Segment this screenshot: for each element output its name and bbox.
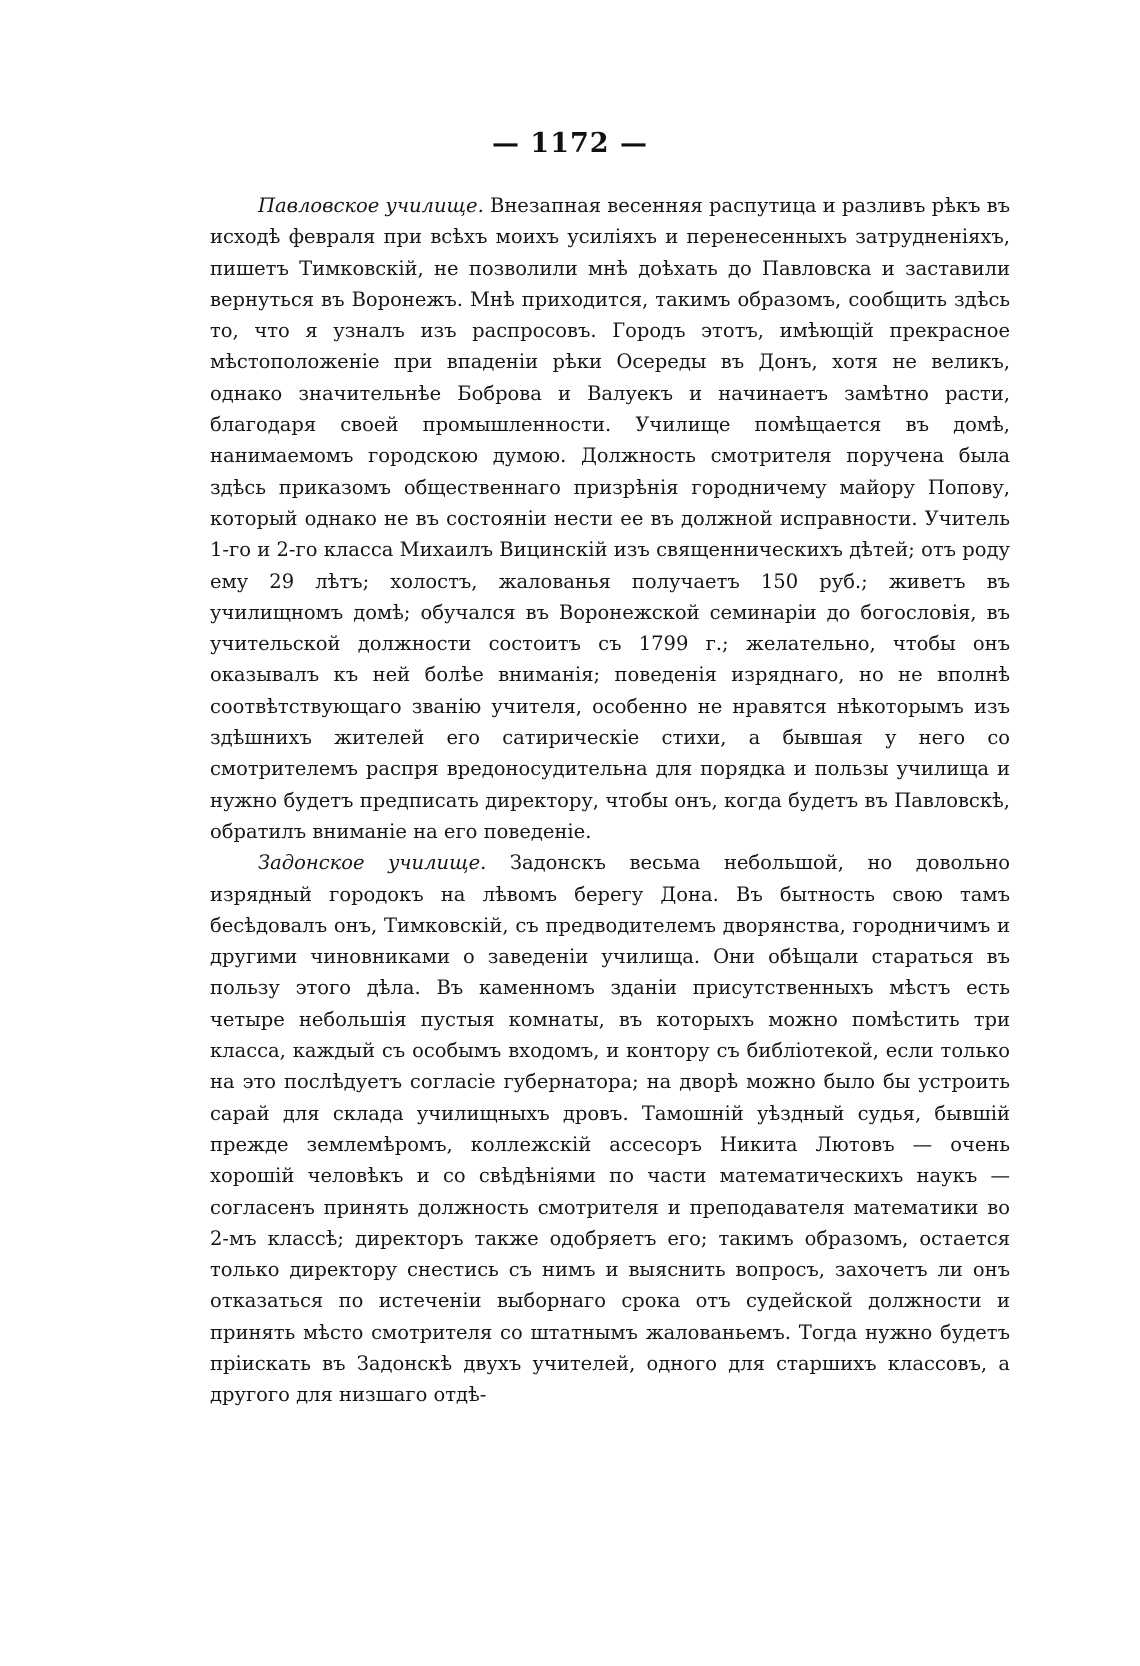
page-number: — 1172 — xyxy=(492,128,648,159)
paragraph-heading: Задонское училище. xyxy=(258,851,487,875)
paragraph-body: Внезапная весенняя распутица и разливъ рѣкъ въ исходѣ февраля при всѣхъ моихъ усиліяхъ и перенесенныхъ затрудненіяхъ, пишетъ Тимковскій, не позволили мнѣ доѣхать до Павловска и заставили вернуться въ Воронежъ. Мнѣ приходится, такимъ образомъ, сообщить здѣсь то, что я узналъ изъ распросовъ. Городъ этотъ, имѣющій прекрасное мѣстоположеніе при впаденіи рѣки Осереды въ Донъ, хотя не великъ, однако значительнѣе Боброва и Валуекъ и начинаетъ замѣтно расти, благодаря своей промышленности. Училище помѣщается въ домѣ, нанимаемомъ городскою думою. Должность смотрителя поручена была здѣсь приказомъ общественнаго призрѣнія городничему майору Попову, который однако не въ состояніи нести ее въ должной исправности. Учитель 1-го и 2-го класса Михаилъ Вицинскій изъ священническихъ дѣтей; отъ роду ему 29 лѣтъ; холостъ, жалованья получаетъ 150 руб.; живетъ въ училищномъ домѣ; обучался въ Воронежской семинаріи до богословія, въ учительской должности состоитъ съ 1799 г.; желательно, чтобы онъ оказывалъ къ ней болѣе вниманія; поведенія изряднаго, но не вполнѣ соотвѣтствующаго званію учителя, особенно не нравятся нѣкоторымъ изъ здѣшнихъ жителей его сатирическіе стихи, а бывшая у него со смотрителемъ распря вредоносудительна для порядка и пользы училища и нужно будетъ предписать директору, чтобы онъ, когда будетъ въ Павловскѣ, обратилъ вниманіе на его поведеніе. xyxy=(210,194,1011,843)
paragraph-pavlovsk-school xyxy=(210,190,1010,847)
body-text xyxy=(210,190,1010,1411)
paragraph-heading: Павловское училище. xyxy=(258,194,484,217)
paragraph-zadonsk-school xyxy=(210,847,1010,1410)
paragraph-body: Задонскъ весьма небольшой, но довольно изрядный городокъ на лѣвомъ берегу Дона. Въ бытность свою тамъ бесѣдовалъ онъ, Тимковскій, съ предводителемъ дворянства, городничимъ и другими чиновниками о заведеніи училища. Они обѣщали стараться въ пользу этого дѣла. Въ каменномъ зданіи присутственныхъ мѣстъ есть четыре небольшія пустыя комнаты, въ которыхъ можно помѣстить три класса, каждый съ особымъ входомъ, и контору съ библіотекой, если только на это послѣдуетъ согласіе губернатора; на дворѣ можно было бы устроить сарай для склада училищныхъ дровъ. Тамошній уѣздный судья, бывшій прежде землемѣромъ, коллежскій ассесоръ Никита Лютовъ — очень хорошій человѣкъ и со свѣдѣніями по части математическихъ наукъ — согласенъ принять должность смотрителя и преподавателя математики во 2-мъ классѣ; директоръ также одобряетъ его; такимъ образомъ, остается только директору снестись съ нимъ и выяснить вопросъ, захочетъ ли онъ отказаться по истеченіи выборнаго срока отъ судейской должности и принять мѣсто смотрителя со штатнымъ жалованьемъ. Тогда нужно будетъ пріискать въ Задонскѣ двухъ учителей, одного для старшихъ классовъ, а другого для низшаго отдѣ- xyxy=(210,851,1010,1407)
